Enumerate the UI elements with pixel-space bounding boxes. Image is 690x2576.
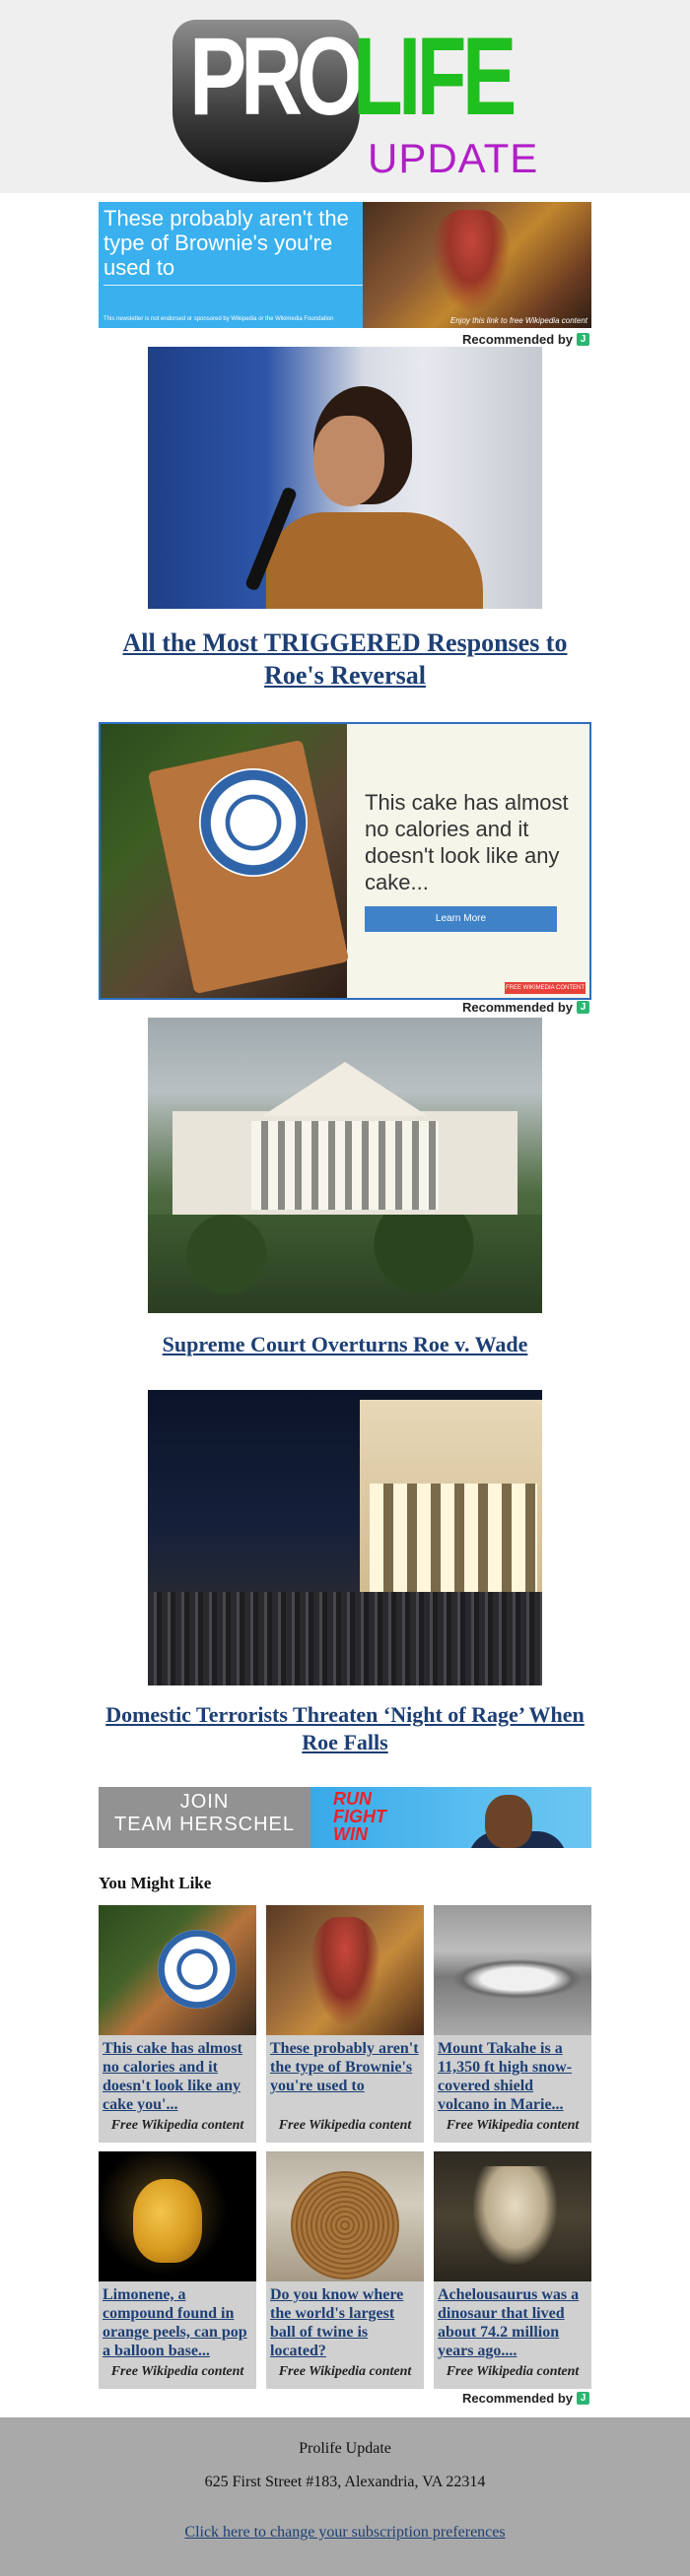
- recommendation-card[interactable]: [99, 2151, 256, 2389]
- cake-ad-image: [101, 724, 347, 998]
- you-might-like-title: You Might Like: [99, 1874, 212, 1892]
- cake-ad-text: This cake has almost no calories and it doesn't look like any cake...: [365, 790, 569, 894]
- herschel-ad-banner[interactable]: [99, 1787, 591, 1848]
- brownie-ad-image: [363, 202, 591, 328]
- brownie-figure-illustration: [432, 210, 511, 313]
- card-image[interactable]: [266, 1905, 424, 2035]
- footer: [0, 2417, 690, 2576]
- herschel-ad-team-text: TEAM HERSCHEL: [113, 1814, 296, 1835]
- cake-ad-tag: FREE WIKIMEDIA CONTENT: [505, 982, 586, 994]
- card-title-link[interactable]: These probably aren't the type of Brownie's you're used to: [270, 2040, 419, 2094]
- card-image[interactable]: [434, 2151, 591, 2281]
- card-image[interactable]: [434, 1905, 591, 2035]
- header: [0, 0, 690, 193]
- recommendation-card[interactable]: [434, 2151, 591, 2389]
- recommended-by-label[interactable]: [462, 1000, 589, 1015]
- lit-court-columns-shape: [370, 1484, 537, 1602]
- herschel-ad-left-panel: [99, 1787, 310, 1848]
- subscription-preferences-link[interactable]: Click here to change your subscription preferences: [184, 2524, 506, 2541]
- court-pediment-shape: [242, 1062, 448, 1116]
- jeeng-logo-icon: J: [577, 1001, 589, 1014]
- recommendation-card[interactable]: [99, 1905, 256, 2143]
- herschel-ad-slogan: RUN FIGHT WIN: [333, 1789, 386, 1844]
- jeeng-logo-icon: J: [577, 333, 589, 346]
- brownie-ad-disclaimer: This newsletter is not endorsed or sponsored by Wikipedia or the Wikimedia Foundation: [104, 316, 334, 322]
- footer-address: 625 First Street #183, Alexandria, VA 22314: [204, 2474, 486, 2490]
- recommended-by-label[interactable]: [462, 2391, 589, 2406]
- prolife-update-logo[interactable]: [168, 10, 539, 187]
- herschel-ad-join-text: JOIN: [179, 1791, 230, 1813]
- card-image[interactable]: [99, 2151, 256, 2281]
- logo-life-text: LIFE: [353, 15, 513, 138]
- crowd-shape: [148, 1592, 542, 1685]
- recommended-by-label[interactable]: [462, 332, 589, 347]
- card-image[interactable]: [266, 2151, 424, 2281]
- card-source: Free Wikipedia content: [110, 2364, 244, 2379]
- card-title-link[interactable]: Limonene, a compound found in orange peels, can pop a balloon base...: [103, 2286, 247, 2359]
- brownie-ad-divider: [104, 285, 368, 286]
- card-title-link[interactable]: Achelousaurus was a dinosaur that lived about 74.2 million years ago....: [438, 2286, 580, 2359]
- article-1-headline-link[interactable]: All the Most TRIGGERED Responses to Roe's Reversal: [122, 628, 568, 690]
- card-source: Free Wikipedia content: [446, 2364, 580, 2379]
- card-source: Free Wikipedia content: [110, 2118, 244, 2133]
- card-source: Free Wikipedia content: [446, 2118, 580, 2133]
- card-title-link[interactable]: This cake has almost no calories and it doesn't look like any cake you'...: [103, 2040, 242, 2113]
- article-2-headline-link[interactable]: Supreme Court Overturns Roe v. Wade: [162, 1332, 528, 1356]
- recommended-by-text: Recommended by: [462, 332, 573, 347]
- jeeng-logo-icon: J: [577, 2392, 589, 2405]
- photo-jacket: [266, 512, 483, 609]
- trees-shape: [148, 1215, 542, 1313]
- photo-face: [313, 416, 384, 506]
- card-source: Free Wikipedia content: [278, 2118, 412, 2133]
- card-title-link[interactable]: Mount Takahe is a 11,350 ft high snow-covered shield volcano in Marie...: [438, 2040, 573, 2113]
- cake-ad-banner[interactable]: [99, 722, 591, 1000]
- brownie-ad-banner[interactable]: [99, 202, 591, 328]
- plate-shape: [199, 768, 308, 877]
- article-3-headline-link[interactable]: Domestic Terrorists Threaten ‘Night of Rage’ When Roe Falls: [105, 1702, 585, 1754]
- herschel-portrait-face: [485, 1795, 532, 1848]
- brownie-ad-image-caption: Enjoy this link to free Wikipedia content: [449, 316, 587, 325]
- card-source: Free Wikipedia content: [278, 2364, 412, 2379]
- recommended-by-text: Recommended by: [462, 1000, 573, 1015]
- recommended-by-text: Recommended by: [462, 2391, 573, 2406]
- card-image[interactable]: [99, 1905, 256, 2035]
- brownie-ad-text: These probably aren't the type of Brownie's you're used to: [104, 206, 349, 280]
- learn-more-button[interactable]: Learn More: [365, 906, 557, 932]
- article-3-photo[interactable]: [148, 1390, 542, 1685]
- recommendation-card[interactable]: [266, 1905, 424, 2143]
- recommendation-card[interactable]: [434, 1905, 591, 2143]
- article-2-photo[interactable]: [148, 1018, 542, 1313]
- card-title-link[interactable]: Do you know where the world's largest ball of twine is located?: [270, 2286, 404, 2359]
- logo-update-text: UPDATE: [368, 135, 539, 181]
- logo-pro-text: PRO: [189, 15, 358, 138]
- article-1-photo[interactable]: [148, 347, 542, 609]
- recommendation-card[interactable]: [266, 2151, 424, 2389]
- court-columns-shape: [251, 1121, 439, 1210]
- footer-publisher-name: Prolife Update: [299, 2440, 391, 2457]
